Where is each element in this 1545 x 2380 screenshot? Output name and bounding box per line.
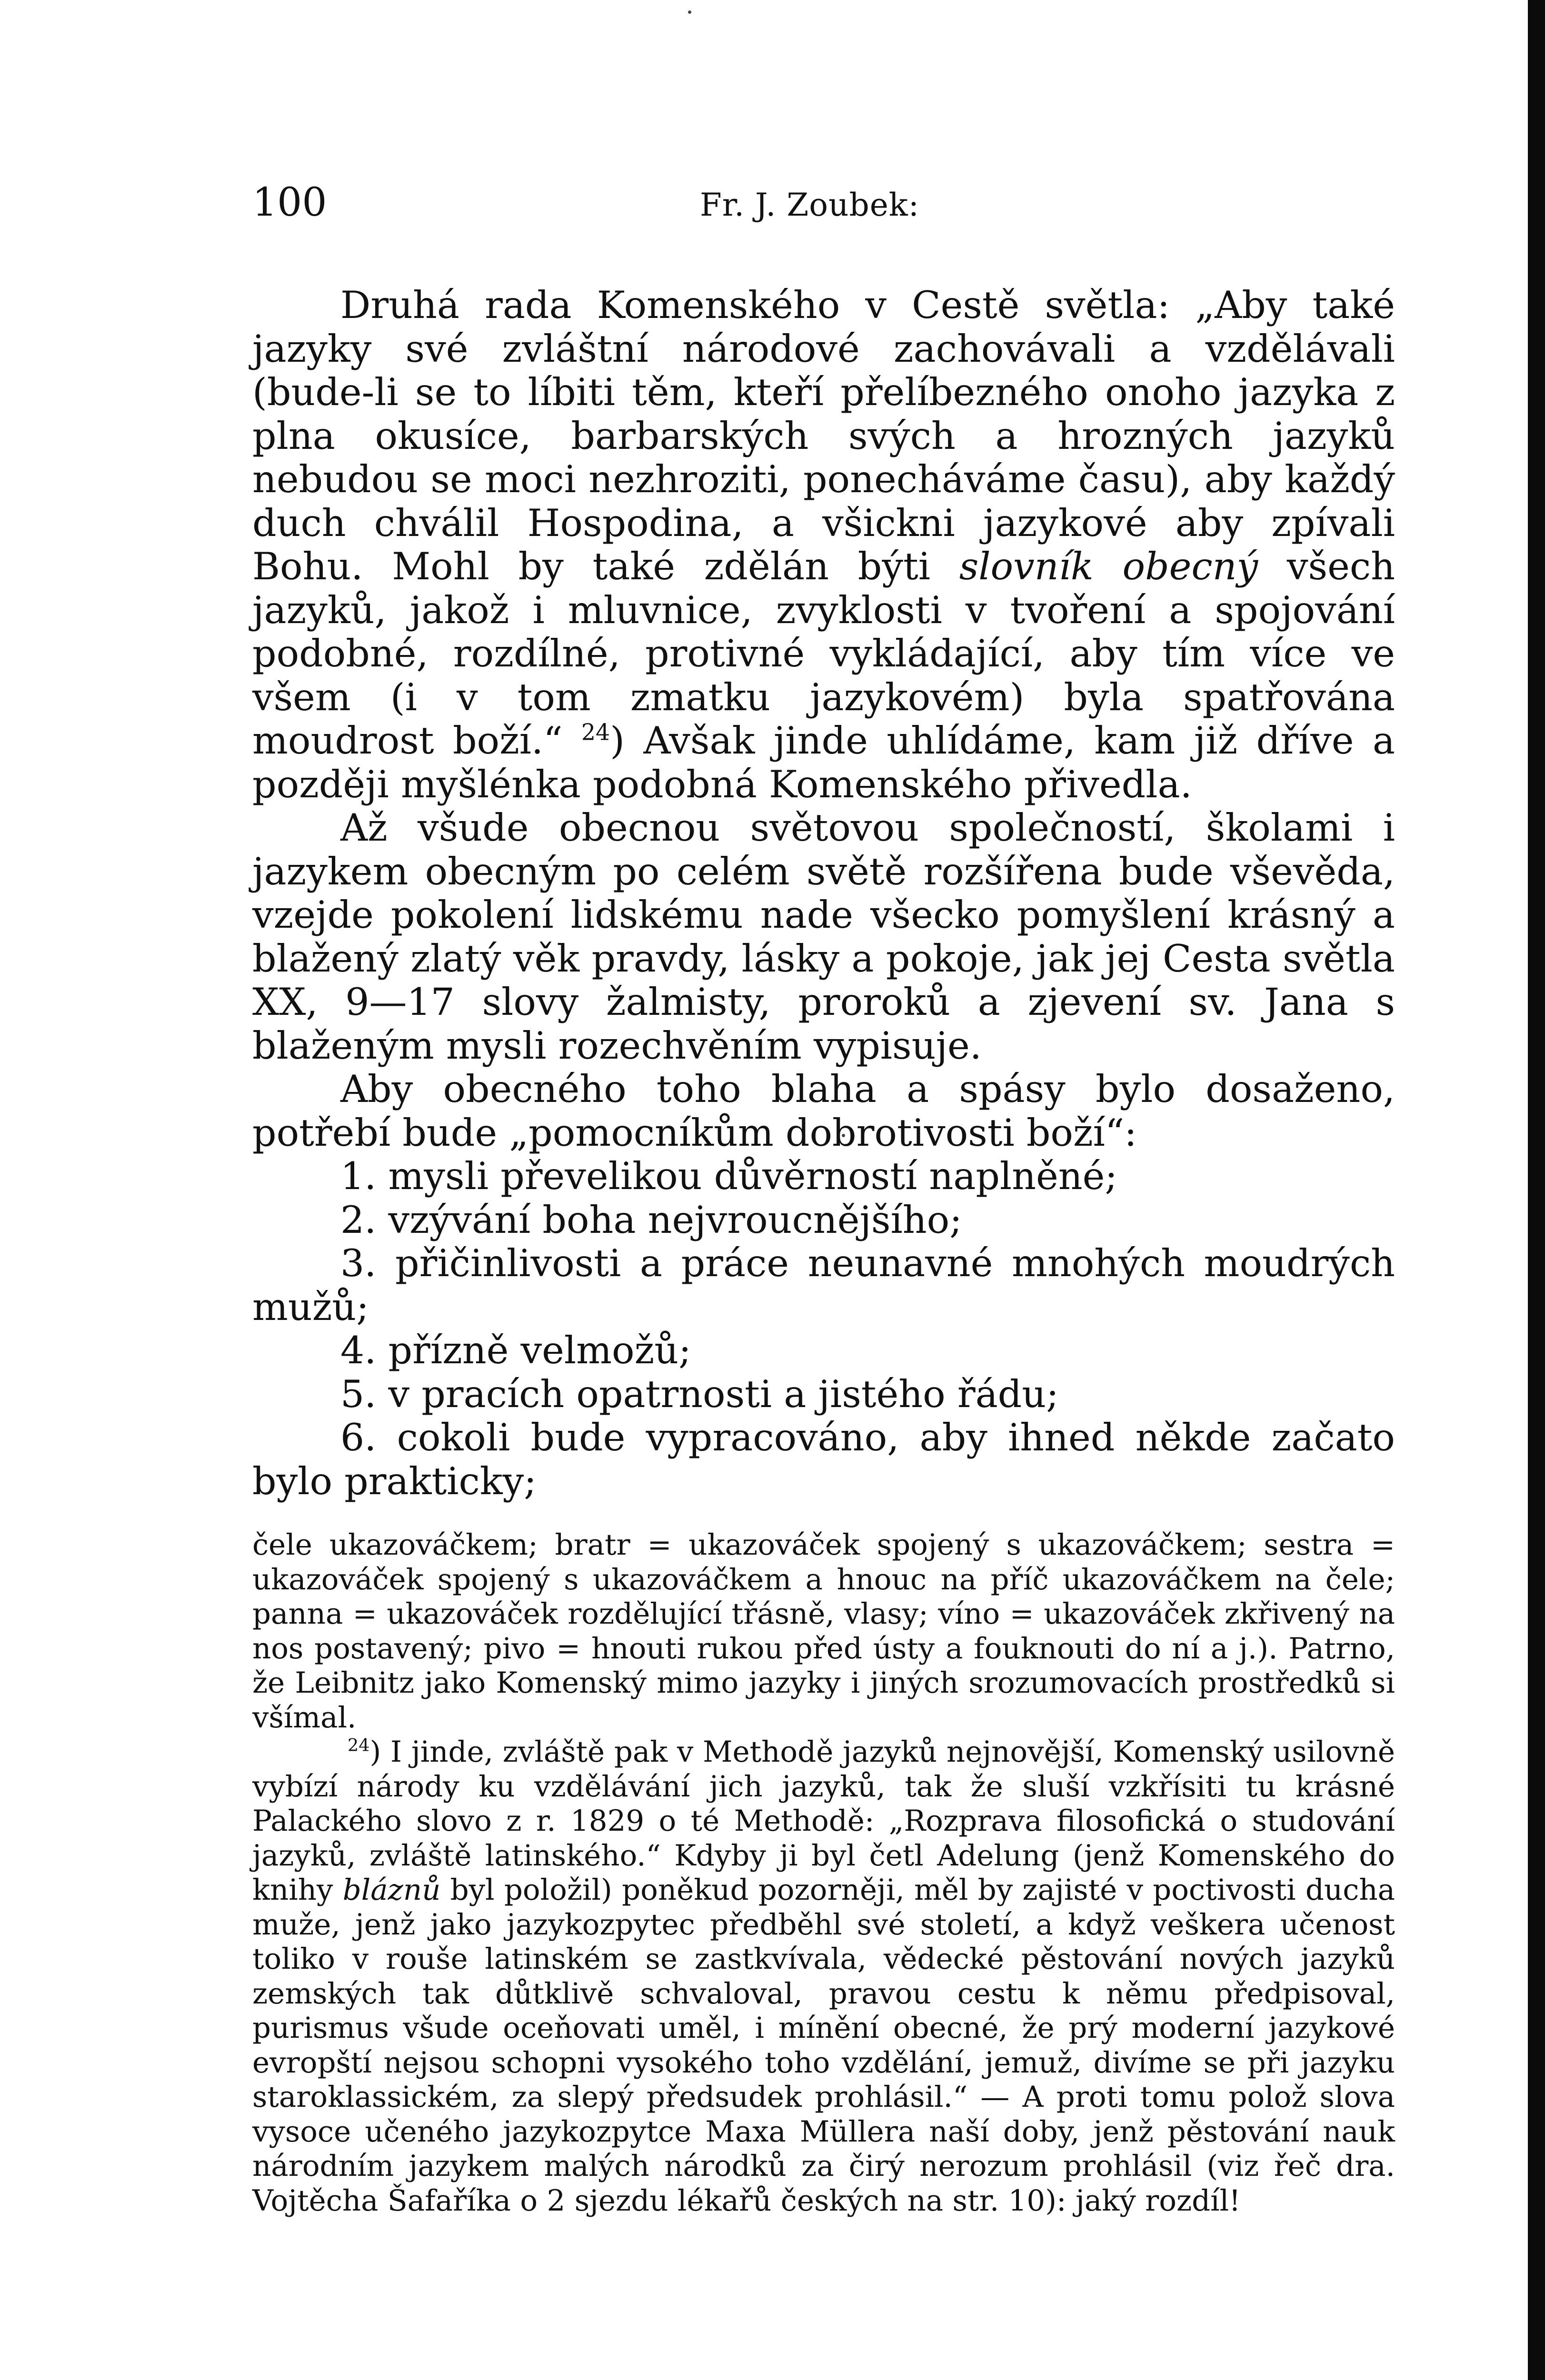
footnote-24 xyxy=(252,1735,1395,2218)
page-number: 100 xyxy=(252,180,327,225)
paragraph-3: Aby obecného toho blaha a spásy bylo dosaženo, potřebí bude „pomocníkům dobrotivosti boží“: xyxy=(252,1067,1395,1155)
footnote-24-text-b: byl položil) poněkud pozorněji, měl by zajisté v poctivosti ducha muže, jenž jako jazykozpytec předběhl své století, a když veškera učenost toliko v rouše latinském se zastkvívala, vědecké pěstování nových jazyků zemských tak důtklivě schvaloval, pravou cestu k němu předpisoval, purismus všude oceňovati uměl, i mínění obecné, že prý moderní jazykové evropští nejsou schopni vysokého toho vzdělání, jemuž, divíme se při jazyku staroklassickém, za slepý předsudek prohlásil.“ — A proti tomu polož slova vysoce učeného jazykozpytce Maxa Müllera naší doby, jenž pěstování nauk národním jazykem malých národků za čirý nerozum prohlásil (viz řeč dra. Vojtěcha Šafaříka o 2 sjezdu lékařů českých na str. 10): jaký rozdíl! xyxy=(252,1873,1395,2218)
paragraph-1-text-b: všech jazyků, jakož i mluvnice, zvyklosti v tvoření a spojování podobné, rozdílné, protivné vykládající, aby tím více ve všem (i v tom zmatku jazykovém) byla spatřována moudrost boží.“ xyxy=(252,545,1395,763)
footnote-continuation: čele ukazováčkem; bratr = ukazováček spojený s ukazováčkem; sestra = ukazováček spojený s ukazováčkem a hnouc na příč ukazováčkem na čele; panna = ukazováček rozdělující třásně, vlasy; víno = ukazováček zkřivený na nos postavený; pivo = hnouti rukou před ústy a fouknouti do ní a j.). Patrno, že Leibnitz jako Komenský mimo jazyky i jiných srozumovacích prostředků si všímal. xyxy=(252,1528,1395,1735)
list-item: 2. vzývání boha nejvroucnějšího; xyxy=(340,1198,962,1242)
paragraph-1-text-a: Druhá rada Komenského v Cestě světla: „Aby také jazyky své zvláštní národové zachovávali a vzdělávali (bude-li se to líbiti těm, kteří přelíbezného onoho jazyka z plna okusíce, barbarských svých a hrozných jazyků nebudou se moci nezhroziti, ponecháváme času), aby každý duch chválil Hospodina, a všickni jazykové aby zpívali Bohu. Mohl by také zdělán býti xyxy=(252,283,1395,588)
paragraph-2: Až všude obecnou světovou společností, školami i jazykem obecným po celém světě rozšířena bude vševěda, vzejde pokolení lidskému nade všecko pomyšlení krásný a blažený zlatý věk pravdy, lásky a pokoje, jak jej Cesta světla XX, 9—17 slovy žalmisty, proroků a zjevení sv. Jana s blaženým mysli rozechvěním vypisuje. xyxy=(252,806,1395,1068)
footnote-number: 24 xyxy=(348,1735,370,1756)
scan-speck xyxy=(688,10,691,14)
list-item: 6. cokoli bude vypracováno, aby ihned někde začato bylo prakticky; xyxy=(252,1416,1395,1503)
emphasis-slovnik: slovník obecný xyxy=(959,545,1258,588)
main-text xyxy=(252,284,1395,1503)
emphasis-blaznu: bláznů xyxy=(342,1873,441,1907)
paragraph-1-text-c: ) Avšak jinde uhlídáme, kam již dříve a později myšlénka podobná Komenského přivedla. xyxy=(252,719,1395,806)
scan-page-edge xyxy=(1528,0,1545,2380)
list-item: 4. přízně velmožů; xyxy=(340,1329,691,1372)
running-head: Fr. J. Zoubek: xyxy=(700,187,919,223)
list-item: 1. mysli převelikou důvěrností naplněné; xyxy=(340,1154,1118,1198)
footnote-ref-24: 24 xyxy=(581,719,610,746)
footnote-24-text-a: ) I jinde, zvláště pak v Methodě jazyků nejnovější, Komenský usilovně vybízí národy ku vzdělávání jich jazyků, tak že sluší vzkřísiti tu krásné Palackého slovo z r. 1829 o té Methodě: „Rozprava filosofická o studování jazyků, zvláště latinského.“ Kdyby ji byl četl Adelung (jenž Komenského do knihy xyxy=(252,1735,1395,1907)
list-item: 5. v pracích opatrnosti a jistého řádu; xyxy=(340,1372,1059,1416)
footnotes xyxy=(252,1528,1395,2218)
paragraph-1 xyxy=(252,284,1395,806)
list-item: 3. přičinlivosti a práce neunavné mnohých moudrých mužů; xyxy=(252,1241,1395,1329)
